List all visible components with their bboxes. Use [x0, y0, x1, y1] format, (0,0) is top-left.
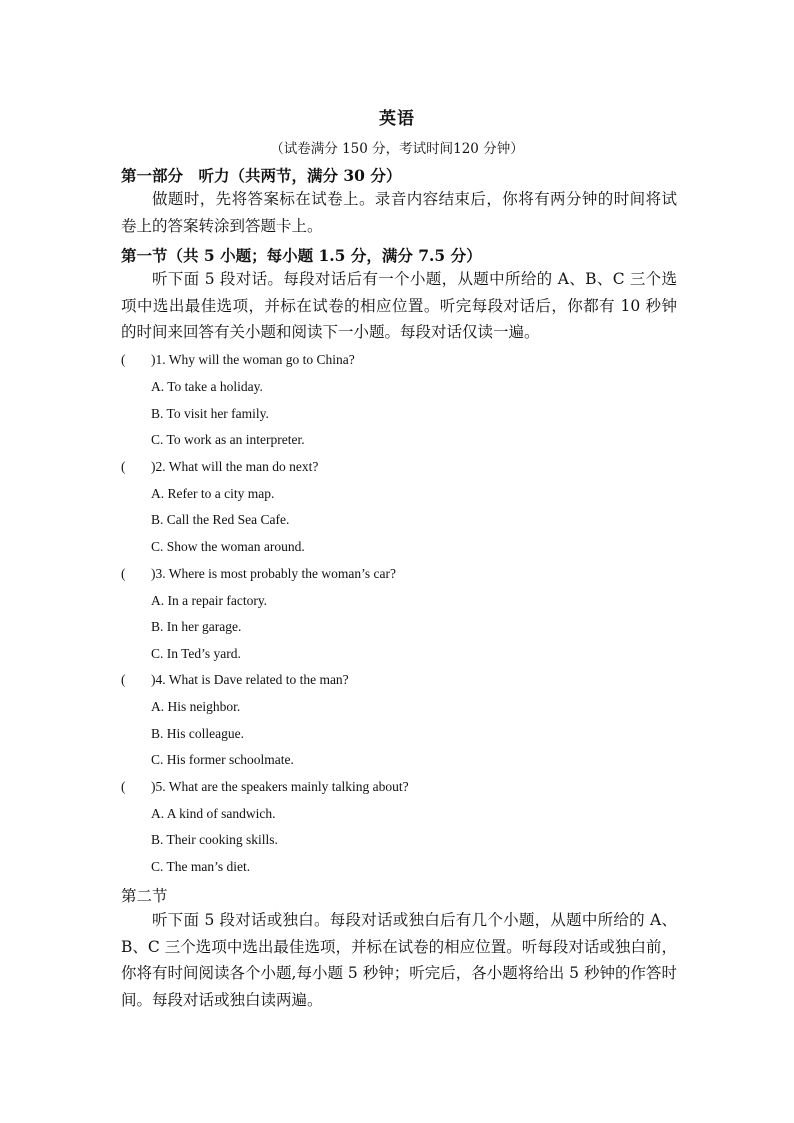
- question-stem: )4. What is Dave related to the man?: [151, 672, 349, 687]
- section2-instruction: 听下面 5 段对话或独白。每段对话或独白后有几个小题，从题中所给的 A、B、C 三个选项中选出最佳选项，并标在试卷的相应位置。听每段对话或独白前，你将有时间阅读各个小题,每小题 5 秒钟；听完后，各小题将给出 5 秒钟的作答时间。每段对话或独白读两遍。: [121, 911, 677, 1009]
- option-3a: A. In a repair factory.: [151, 593, 268, 608]
- option-2b: B. Call the Red Sea Cafe.: [151, 512, 290, 527]
- option-5a: A. A kind of sandwich.: [151, 806, 276, 821]
- question-stem: )2. What will the man do next?: [151, 459, 319, 474]
- option-1c: C. To work as an interpreter.: [151, 432, 305, 447]
- answer-blank[interactable]: (: [121, 779, 126, 794]
- option-3b: B. In her garage.: [151, 619, 242, 634]
- part1-heading: 第一部分 听力（共两节，满分 30 分）: [121, 166, 402, 185]
- option-1b: B. To visit her family.: [151, 406, 269, 421]
- option-2a: A. Refer to a city map.: [151, 486, 275, 501]
- answer-blank[interactable]: (: [121, 566, 126, 581]
- option-3c: C. In Ted’s yard.: [151, 646, 241, 661]
- section2-heading: 第二节: [121, 887, 168, 905]
- page-title: 英语: [379, 109, 415, 129]
- option-2c: C. Show the woman around.: [151, 539, 305, 554]
- answer-blank[interactable]: (: [121, 352, 126, 367]
- question-1: [121, 352, 355, 368]
- question-3: [121, 566, 396, 582]
- part1-instruction: 做题时，先将答案标在试卷上。录音内容结束后，你将有两分钟的时间将试卷上的答案转涂到答题卡上。: [121, 190, 677, 235]
- question-stem: )3. Where is most probably the woman’s car?: [151, 566, 396, 581]
- question-stem: )1. Why will the woman go to China?: [151, 352, 355, 367]
- question-stem: )5. What are the speakers mainly talking about?: [151, 779, 409, 794]
- option-1a: A. To take a holiday.: [151, 379, 263, 394]
- option-4a: A. His neighbor.: [151, 699, 241, 714]
- section1-heading: 第一节（共 5 小题；每小题 1.5 分，满分 7.5 分）: [121, 246, 482, 265]
- answer-blank[interactable]: (: [121, 672, 126, 687]
- answer-blank[interactable]: (: [121, 459, 126, 474]
- question-4: [121, 672, 349, 688]
- option-5c: C. The man’s diet.: [151, 859, 251, 874]
- section1-instruction: 听下面 5 段对话。每段对话后有一个小题，从题中所给的 A、B、C 三个选项中选出最佳选项，并标在试卷的相应位置。听完每段对话后，你都有 10 秒钟的时间来回答有关小题和阅读下一小题。每段对话仅读一遍。: [121, 270, 677, 341]
- option-4c: C. His former schoolmate.: [151, 752, 294, 767]
- option-4b: B. His colleague.: [151, 726, 244, 741]
- page-subtitle: （试卷满分 150 分，考试时间120 分钟）: [270, 141, 524, 157]
- option-5b: B. Their cooking skills.: [151, 832, 278, 847]
- question-2: [121, 459, 318, 475]
- question-5: [121, 779, 409, 795]
